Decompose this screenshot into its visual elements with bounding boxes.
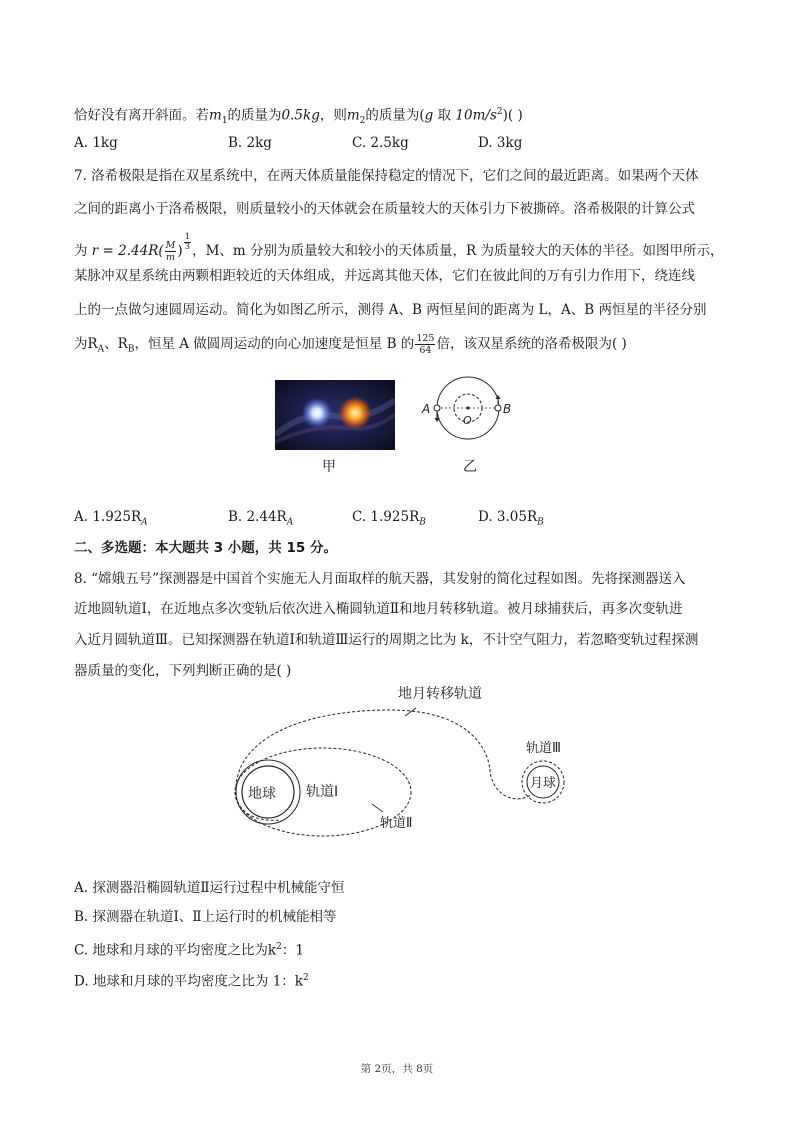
q8-option-b[interactable]: B. 探测器在轨道Ⅰ、Ⅱ上运行时的机械能相等 [74,909,337,925]
acceleration-ratio: $\frac{125}{64}$ [416,333,435,356]
q7-line-3: 为 r = 2.44R( $\frac{M}{m}$ ) $\frac{1}{3}$ ，M、m 分别为质量较大和较小的天体质量，R 为质量较大的天体的半径。如图甲所示， [74,232,724,263]
center-o-marker [467,407,470,410]
q7-line-6: 为$R_A$、$R_B$，恒星 A 做圆周运动的向心加速度是恒星 B 的 $\frac{125}{64}$ 倍，该双星系统的洛希极限为( ) [74,333,627,356]
label-a: A [422,402,431,416]
label-orbit-3: 轨道Ⅲ [526,741,561,756]
label-orbit-1: 轨道Ⅰ [306,784,339,800]
q6-option-a[interactable]: A. 1kg [74,135,118,151]
blue-star-icon [301,397,333,429]
section-heading-multiple-choice: 二、多选题：本大题共 3 小题，共 15 分。 [74,540,337,556]
q7-option-d[interactable]: D. $3.05R_B$ [478,509,544,528]
figure-yi-caption: 乙 [463,459,477,475]
q6-option-b[interactable]: B. 2kg [228,135,272,151]
label-transfer-orbit: 地月转移轨道 [398,686,482,702]
q8-line-2: 近地圆轨道Ⅰ，在近地点多次变轨后依次进入椭圆轨道Ⅱ和地月转移轨道。被月球捕获后，再多次变轨进 [74,601,683,617]
q7-line-4: 某脉冲双星系统由两颗相距较近的天体组成，并远离其他天体，它们在彼此间的万有引力作用下，绕连线 [74,268,695,284]
label-moon: 月球 [530,776,557,791]
q6-stem: 恰好没有离开斜面。若$m_1$的质量为0.5kg，则$m_2$的质量为(g 取 $10m/s^2$)( ) [74,107,523,127]
q8-option-a[interactable]: A. 探测器沿椭圆轨道Ⅱ运行过程中机械能守恒 [74,880,345,896]
q6-option-d[interactable]: D. 3kg [478,135,523,151]
binary-orbit-diagram [420,372,530,452]
q6-option-c[interactable]: C. 2.5kg [352,135,409,151]
q7-option-c[interactable]: C. $1.925R_B$ [352,509,426,528]
star-b-marker [495,405,501,411]
q7-option-a[interactable]: A. $1.925R_A$ [74,509,148,528]
q8-option-d[interactable]: D. 地球和月球的平均密度之比为 1：$k^2$ [74,973,309,990]
q8-option-c[interactable]: C. 地球和月球的平均密度之比为$k^2$：1 [74,942,304,959]
q7-line-1: 7. 洛希极限是指在双星系统中，在两天体质量能保持稳定的情况下，它们之间的最近距离。如果两个天体 [74,168,699,184]
mass-ratio-fraction: $\frac{M}{m}$ [165,240,176,263]
q8-line-3: 入近月圆轨道Ⅲ。已知探测器在轨道Ⅰ和轨道Ⅲ运行的周期之比为 k，不计空气阻力，若忽略变轨过程探测 [74,632,699,648]
label-orbit-2: 轨道Ⅱ [380,816,413,831]
roche-formula: r = 2.44R( [91,243,164,259]
q7-option-b[interactable]: B. $2.44R_A$ [228,509,294,528]
label-earth: 地球 [248,786,276,802]
figure-jia-caption: 甲 [322,459,336,475]
page-footer: 第 2页，共 8页 [360,1063,434,1075]
q8-line-4: 器质量的变化，下列判断正确的是( ) [74,663,292,679]
orange-star-icon [338,396,372,430]
star-a-marker [434,405,440,411]
label-b: B [503,402,512,416]
q7-line-5: 上的一点做匀速圆周运动。简化为如图乙所示，测得 A、B 两恒星间的距离为 L，A、B 两恒星的半径分别 [74,302,707,318]
q7-line-2: 之间的距离小于洛希极限，则质量较小的天体就会在质量较大的天体引力下被撕碎。洛希极限的计算公式 [74,201,695,217]
q8-line-1: 8. “嫦娥五号”探测器是中国首个实施无人月面取样的航天器，其发射的简化过程如图。先将探测器送入 [74,571,686,587]
label-o: O [463,414,472,427]
exponent-fraction: $\frac{1}{3}$ [184,232,191,252]
binary-star-photo [275,380,395,450]
earth-moon-orbit-diagram [220,680,580,845]
